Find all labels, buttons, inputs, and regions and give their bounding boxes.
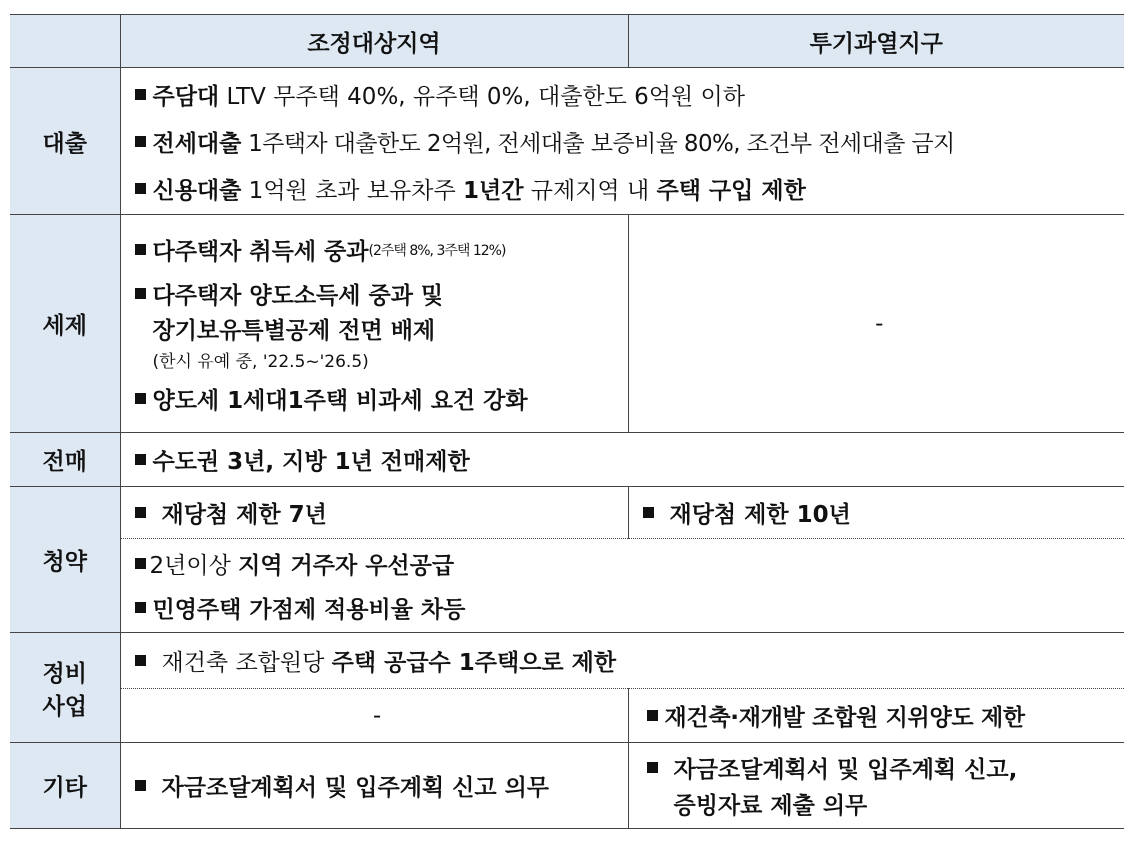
subscription-line-2 — [135, 542, 1117, 586]
etc-line-2 — [647, 750, 1117, 786]
bullet-icon — [135, 454, 146, 465]
bullet-icon — [647, 762, 658, 773]
subscription-line-3 — [135, 586, 1117, 630]
subscription-line-1b — [643, 496, 1117, 529]
bullet-icon — [135, 244, 146, 255]
subscription-speculation-content — [628, 487, 1124, 539]
tax-transfer-title-b: 장기보유특별공제 전면 배제 — [152, 318, 436, 344]
header-adjustment-area: 조정대상지역 — [120, 15, 628, 68]
etc-speculation-content — [628, 743, 1124, 829]
etc-line-3 — [647, 786, 1117, 822]
bullet-icon — [135, 602, 146, 613]
loan-credit-text-2: 규제지역 내 — [523, 177, 657, 204]
etc-line-1 — [135, 769, 620, 802]
etc-funding-plan-report: 자금조달계획서 및 입주계획 신고, — [673, 757, 1018, 783]
tax-adjustment-content — [120, 215, 628, 433]
tax-row — [10, 215, 1124, 433]
loan-credit-bold-3: 주택 구입 제한 — [656, 177, 806, 204]
header-row — [10, 15, 1124, 68]
tax-acquisition-title: 다주택자 취득세 중과 — [152, 239, 369, 265]
redevelopment-row-1 — [10, 633, 1124, 689]
subscription-line-1 — [135, 496, 620, 529]
loan-jeonse-text: 1주택자 대출한도 2억원, 전세대출 보증비율 80%, 조건부 전세대출 금지 — [241, 130, 955, 157]
loan-line-1 — [135, 73, 1117, 115]
loan-row — [10, 68, 1124, 215]
loan-line-3 — [135, 167, 1117, 209]
resale-line — [135, 443, 1117, 476]
subscription-residence-text: 2년이상 — [149, 553, 239, 579]
loan-credit-title: 신용대출 — [152, 177, 242, 204]
redevelopment-label-a: 정비 — [42, 660, 87, 687]
redevelopment-line-1 — [135, 644, 1117, 677]
bullet-icon — [135, 780, 146, 791]
redevelopment-row-2 — [10, 689, 1124, 743]
resale-label: 전매 — [10, 433, 120, 487]
bullet-icon — [647, 710, 658, 721]
resale-text: 수도권 3년, 지방 1년 전매제한 — [152, 449, 470, 475]
loan-label: 대출 — [10, 68, 120, 215]
loan-line-2 — [135, 115, 1117, 167]
etc-row — [10, 743, 1124, 829]
bullet-icon — [135, 507, 146, 518]
regulation-table — [10, 14, 1124, 829]
subscription-rewin-10: 재당첨 제한 10년 — [669, 502, 851, 528]
subscription-adjustment-content — [120, 487, 628, 539]
tax-speculation-content: - — [628, 215, 1124, 433]
tax-line-3 — [135, 374, 620, 424]
subscription-common-content — [120, 539, 1124, 633]
loan-credit-bold-2: 1년간 — [463, 177, 524, 204]
resale-row — [10, 433, 1124, 487]
bullet-icon — [135, 655, 146, 666]
bullet-icon — [135, 136, 146, 147]
loan-credit-text-1: 1억원 초과 보유차주 — [241, 177, 463, 204]
tax-line-2 — [135, 276, 620, 312]
tax-one-household-title: 양도세 1세대1주택 비과세 요건 강화 — [152, 388, 528, 414]
header-blank — [10, 15, 120, 68]
etc-adjustment-content — [120, 743, 628, 829]
loan-mortgage-text: LTV 무주택 40%, 유주택 0%, 대출한도 6억원 이하 — [219, 83, 745, 110]
redevelopment-common-content — [120, 633, 1124, 689]
redevelopment-label — [10, 633, 120, 743]
loan-content — [120, 68, 1124, 215]
tax-transfer-title-a: 다주택자 양도소득세 중과 및 — [152, 283, 444, 309]
tax-label: 세제 — [10, 215, 120, 433]
tax-acquisition-rates: (2주택 8%, 3주택 12%) — [368, 242, 506, 259]
subscription-points-text: 민영주택 가점제 적용비율 차등 — [152, 597, 466, 623]
redevelopment-bold: 주택 공급수 1주택으로 제한 — [331, 650, 617, 676]
bullet-icon — [135, 558, 146, 569]
redevelopment-text: 재건축 조합원당 — [161, 650, 332, 676]
bullet-icon — [135, 89, 146, 100]
tax-line-2b — [135, 312, 620, 346]
tax-line-2c — [135, 346, 620, 374]
subscription-row-2 — [10, 539, 1124, 633]
etc-funding-plan: 자금조달계획서 및 입주계획 신고 의무 — [161, 775, 550, 801]
redevelopment-speculation-content — [628, 689, 1124, 743]
redevelopment-line-2 — [647, 699, 1117, 732]
loan-jeonse-title: 전세대출 — [152, 130, 242, 157]
redevelopment-label-b: 사업 — [42, 693, 87, 720]
subscription-label: 청약 — [10, 487, 120, 633]
tax-transfer-note: (한시 유예 중, '22.5~'26.5) — [152, 352, 369, 372]
bullet-icon — [643, 507, 654, 518]
bullet-icon — [135, 288, 146, 299]
bullet-icon — [135, 393, 146, 404]
redevelopment-adjustment-content: - — [120, 689, 628, 743]
header-speculation-zone: 투기과열지구 — [628, 15, 1124, 68]
subscription-rewin-7: 재당첨 제한 7년 — [161, 502, 327, 528]
subscription-residence-bold: 지역 거주자 우선공급 — [238, 553, 455, 579]
tax-line-1 — [135, 224, 620, 276]
etc-label: 기타 — [10, 743, 120, 829]
redevelopment-transfer-text: 재건축·재개발 조합원 지위양도 제한 — [664, 705, 1025, 731]
resale-content — [120, 433, 1124, 487]
loan-mortgage-title: 주담대 — [152, 83, 220, 110]
etc-evidence-submit: 증빙자료 제출 의무 — [673, 793, 868, 819]
subscription-row-1 — [10, 487, 1124, 539]
bullet-icon — [135, 183, 146, 194]
